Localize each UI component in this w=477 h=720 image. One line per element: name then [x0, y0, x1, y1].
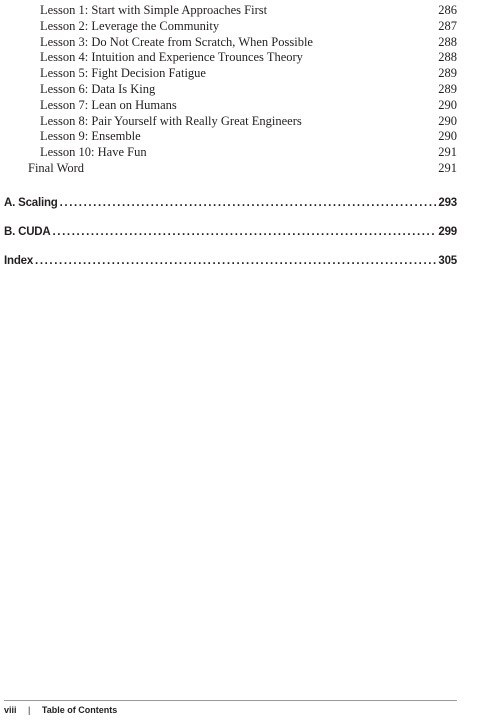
footer-page-number: viii: [4, 705, 17, 715]
toc-entry-lesson-4[interactable]: [4, 50, 457, 66]
dot-leader: [35, 252, 436, 270]
entry-page: 288: [438, 50, 457, 65]
entry-title: A. Scaling: [4, 196, 58, 209]
entry-page: 305: [438, 254, 457, 267]
toc-entry-lesson-3[interactable]: [4, 35, 457, 51]
entry-title: Final Word: [28, 160, 85, 175]
entry-page: 290: [438, 113, 457, 128]
toc-entry-appendix-scaling[interactable]: [4, 194, 457, 212]
entry-title: Index: [4, 254, 34, 267]
entry-page: 286: [438, 3, 457, 17]
toc-entry-final-word[interactable]: [4, 161, 457, 177]
entry-title: Lesson 5: Fight Decision Fatigue: [40, 66, 206, 81]
toc-entry-index[interactable]: [4, 252, 457, 270]
dot-leader: [60, 194, 437, 212]
page-footer: [4, 705, 117, 715]
toc-entry-lesson-1[interactable]: [4, 3, 457, 19]
entry-page: 289: [438, 66, 457, 81]
table-of-contents: [4, 3, 457, 270]
entry-page: 290: [438, 97, 457, 112]
entry-title: Lesson 1: Start with Simple Approaches First: [40, 3, 268, 17]
toc-entry-lesson-9[interactable]: [4, 129, 457, 145]
entry-title: Lesson 9: Ensemble: [40, 129, 141, 144]
entry-title: Lesson 10: Have Fun: [40, 145, 147, 160]
footer-separator: |: [28, 705, 31, 715]
toc-entry-appendix-cuda[interactable]: [4, 223, 457, 241]
footer-rule: [4, 700, 457, 701]
entry-page: 299: [438, 225, 457, 238]
lesson-list: [4, 3, 457, 177]
entry-title: Lesson 8: Pair Yourself with Really Great Engineers: [40, 113, 302, 128]
entry-page: 291: [438, 160, 457, 175]
entry-title: Lesson 2: Leverage the Community: [40, 18, 220, 33]
toc-entry-lesson-6[interactable]: [4, 82, 457, 98]
toc-entry-lesson-5[interactable]: [4, 66, 457, 82]
entry-page: 289: [438, 81, 457, 96]
dot-leader: [53, 223, 437, 241]
entry-title: B. CUDA: [4, 225, 51, 238]
toc-entry-lesson-10[interactable]: [4, 145, 457, 161]
toc-entry-lesson-8[interactable]: [4, 114, 457, 130]
entry-title: Lesson 3: Do Not Create from Scratch, When Possible: [40, 34, 313, 49]
entry-page: 288: [438, 34, 457, 49]
entry-page: 293: [438, 196, 457, 209]
footer-section-title: Table of Contents: [41, 705, 118, 715]
entry-title: Lesson 7: Lean on Humans: [40, 97, 177, 112]
entry-page: 291: [438, 145, 457, 160]
entry-page: 287: [438, 18, 457, 33]
entry-title: Lesson 6: Data Is King: [40, 81, 156, 96]
entry-page: 290: [438, 129, 457, 144]
toc-entry-lesson-2[interactable]: [4, 19, 457, 35]
entry-title: Lesson 4: Intuition and Experience Trounces Theory: [40, 50, 303, 65]
toc-entry-lesson-7[interactable]: [4, 98, 457, 114]
